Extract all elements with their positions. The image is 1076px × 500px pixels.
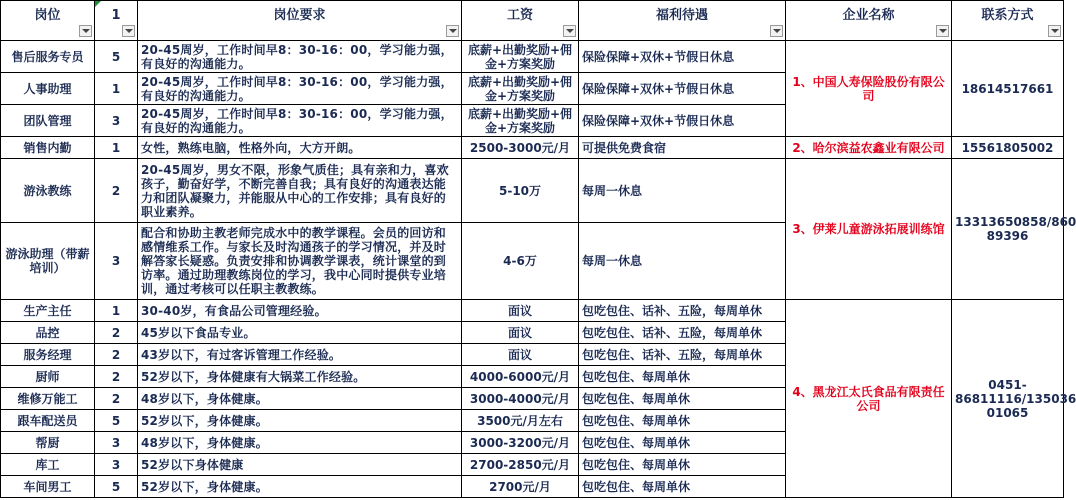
benefits-cell: 每周一休息 — [579, 223, 786, 300]
num-cell: 3 — [95, 432, 138, 454]
benefits-cell: 包吃包住、每周单休 — [579, 454, 786, 476]
num-cell: 2 — [95, 366, 138, 388]
filter-dropdown-contact[interactable] — [1048, 25, 1061, 37]
filter-dropdown-position[interactable] — [79, 25, 92, 37]
requirement-cell: 43岁以下，有过客诉管理工作经验。 — [138, 344, 462, 366]
header-row — [1, 1, 1064, 41]
company-name-cell: 4、黑龙江太氏食品有限责任公司 — [786, 300, 952, 498]
num-cell: 3 — [95, 454, 138, 476]
salary-cell: 3500元/月左右 — [462, 410, 579, 432]
position-cell: 库工 — [1, 454, 95, 476]
filter-dropdown-num[interactable] — [122, 25, 135, 37]
table-row — [1, 300, 1064, 322]
benefits-cell: 保险保障+双休+节假日休息 — [579, 73, 786, 105]
position-cell: 车间男工 — [1, 476, 95, 498]
contact-cell: 15561805002 — [952, 137, 1064, 159]
company-name-cell: 2、哈尔滨益农鑫业有限公司 — [786, 137, 952, 159]
filter-dropdown-salary[interactable] — [563, 25, 576, 37]
benefits-cell: 包吃包住、每周单休 — [579, 476, 786, 498]
table-row — [1, 137, 1064, 159]
filter-dropdown-requirement[interactable] — [446, 25, 459, 37]
header-salary: 工资 — [462, 1, 579, 41]
num-cell: 2 — [95, 159, 138, 223]
benefits-cell: 包吃包住、每周单休 — [579, 410, 786, 432]
position-cell: 帮厨 — [1, 432, 95, 454]
salary-cell: 3000-4000元/月 — [462, 388, 579, 410]
benefits-cell: 保险保障+双休+节假日休息 — [579, 105, 786, 137]
filter-dropdown-benefits[interactable] — [770, 25, 783, 37]
num-cell: 1 — [95, 73, 138, 105]
contact-cell: 0451-86811116/135036 01065 — [952, 300, 1064, 498]
requirement-cell: 45岁以下食品专业。 — [138, 322, 462, 344]
salary-cell: 面议 — [462, 344, 579, 366]
requirement-cell: 52岁以下身体健康 — [138, 454, 462, 476]
benefits-cell: 包吃包住、每周单休 — [579, 432, 786, 454]
header-benefits: 福利待遇 — [579, 1, 786, 41]
header-position: 岗位 — [1, 1, 95, 41]
benefits-cell: 包吃包住、话补、五险，每周单休 — [579, 300, 786, 322]
salary-cell: 面议 — [462, 300, 579, 322]
position-cell: 维修万能工 — [1, 388, 95, 410]
salary-cell: 2700元/月 — [462, 476, 579, 498]
salary-cell: 3000-3200元/月 — [462, 432, 579, 454]
benefits-cell: 可提供免费食宿 — [579, 137, 786, 159]
benefits-cell: 包吃包住、每周单休 — [579, 388, 786, 410]
num-cell: 2 — [95, 322, 138, 344]
position-cell: 品控 — [1, 322, 95, 344]
salary-cell: 2700-2850元/月 — [462, 454, 579, 476]
benefits-cell: 每周一休息 — [579, 159, 786, 223]
position-cell: 销售内勤 — [1, 137, 95, 159]
cell-comment-marker — [95, 1, 101, 7]
position-cell: 游泳助理（带薪培训） — [1, 223, 95, 300]
benefits-cell: 包吃包住、话补、五险，每周单休 — [579, 344, 786, 366]
contact-cell: 18614517661 — [952, 41, 1064, 137]
requirement-cell: 48岁以下，身体健康。 — [138, 388, 462, 410]
position-cell: 服务经理 — [1, 344, 95, 366]
filter-dropdown-company[interactable] — [936, 25, 949, 37]
position-cell: 跟车配送员 — [1, 410, 95, 432]
requirement-cell: 20-45周岁，工作时间早8：30-16：00，学习能力强，有良好的沟通能力。 — [138, 73, 462, 105]
header-requirement: 岗位要求 — [138, 1, 462, 41]
header-num: 1 — [95, 1, 138, 41]
num-cell: 1 — [95, 300, 138, 322]
table-row — [1, 159, 1064, 223]
requirement-cell: 20-45周岁，工作时间早8：30-16：00，学习能力强，有良好的沟通能力。 — [138, 105, 462, 137]
header-contact: 联系方式 — [952, 1, 1064, 41]
salary-cell: 底薪+出勤奖励+佣金+方案奖励 — [462, 73, 579, 105]
salary-cell: 底薪+出勤奖励+佣金+方案奖励 — [462, 41, 579, 73]
num-cell: 3 — [95, 105, 138, 137]
requirement-cell: 女性，熟练电脑，性格外向，大方开朗。 — [138, 137, 462, 159]
requirement-cell: 20-45周岁，男女不限，形象气质佳；具有亲和力，喜欢孩子，勤奋好学，不断完善自我；具有良好的沟通表达能力和团队凝聚力，并能服从中心的工作安排；具有良好的职业素养。 — [138, 159, 462, 223]
num-cell: 2 — [95, 344, 138, 366]
company-name-cell: 1、中国人寿保险股份有限公司 — [786, 41, 952, 137]
requirement-cell: 52岁以下，身体健康有大锅菜工作经验。 — [138, 366, 462, 388]
contact-cell: 13313650858/860 89396 — [952, 159, 1064, 300]
benefits-cell: 包吃包住、话补、五险，每周单休 — [579, 322, 786, 344]
salary-cell: 4000-6000元/月 — [462, 366, 579, 388]
salary-cell: 2500-3000元/月 — [462, 137, 579, 159]
salary-cell: 4-6万 — [462, 223, 579, 300]
position-cell: 人事助理 — [1, 73, 95, 105]
requirement-cell: 52岁以下，身体健康。 — [138, 410, 462, 432]
num-cell: 1 — [95, 137, 138, 159]
position-cell: 售后服务专员 — [1, 41, 95, 73]
benefits-cell: 包吃包住、每周单休 — [579, 366, 786, 388]
requirement-cell: 48岁以下，身体健康。 — [138, 432, 462, 454]
position-cell: 团队管理 — [1, 105, 95, 137]
num-cell: 5 — [95, 41, 138, 73]
num-cell: 5 — [95, 410, 138, 432]
requirement-cell: 52岁以下，身体健康。 — [138, 476, 462, 498]
num-cell: 5 — [95, 476, 138, 498]
num-cell: 2 — [95, 388, 138, 410]
table-row — [1, 41, 1064, 73]
header-company: 企业名称 — [786, 1, 952, 41]
salary-cell: 5-10万 — [462, 159, 579, 223]
benefits-cell: 保险保障+双休+节假日休息 — [579, 41, 786, 73]
salary-cell: 面议 — [462, 322, 579, 344]
requirement-cell: 30-40岁，有食品公司管理经验。 — [138, 300, 462, 322]
position-cell: 游泳教练 — [1, 159, 95, 223]
position-cell: 厨师 — [1, 366, 95, 388]
num-cell: 3 — [95, 223, 138, 300]
position-cell: 生产主任 — [1, 300, 95, 322]
company-name-cell: 3、伊莱儿童游泳拓展训练馆 — [786, 159, 952, 300]
requirement-cell: 配合和协助主教老师完成水中的教学课程。会员的回访和感情维系工作。与家长及时沟通孩子的学习情况，并及时解答家长疑惑。负责安排和协调教学课表，统计课堂的到访率。通过助理教练岗位的学习，我中心同时提供专业培训，通过考核可以任职主教教练。 — [138, 223, 462, 300]
requirement-cell: 20-45周岁，工作时间早8：30-16：00，学习能力强，有良好的沟通能力。 — [138, 41, 462, 73]
salary-cell: 底薪+出勤奖励+佣金+方案奖励 — [462, 105, 579, 137]
